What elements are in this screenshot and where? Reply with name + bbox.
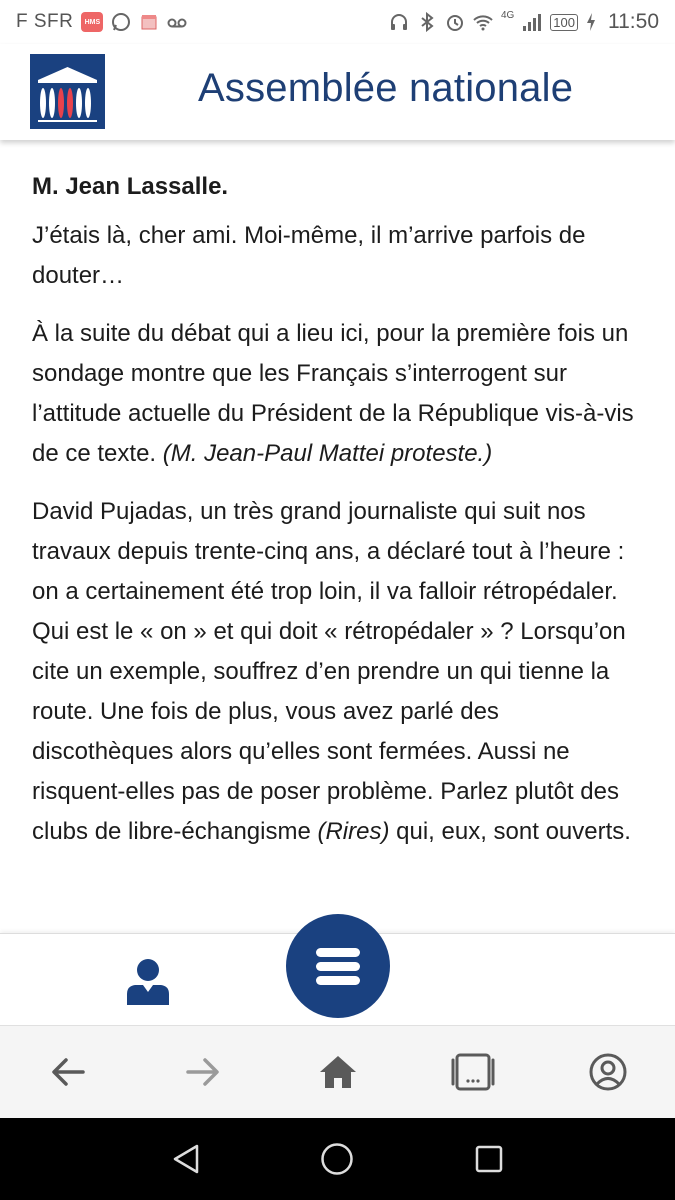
wifi-icon bbox=[473, 12, 493, 32]
whatsapp-icon bbox=[111, 12, 131, 32]
signal-icon bbox=[522, 12, 542, 32]
menu-button[interactable] bbox=[286, 914, 390, 1018]
battery-level: 100 bbox=[550, 14, 578, 31]
site-title[interactable]: Assemblée nationale bbox=[198, 66, 574, 110]
stage-direction: (M. Jean-Paul Mattei proteste.) bbox=[162, 440, 493, 467]
person-icon bbox=[126, 958, 170, 1006]
voicemail-icon bbox=[167, 12, 187, 32]
nav-home-button[interactable] bbox=[307, 1129, 367, 1189]
profile-button[interactable] bbox=[120, 954, 176, 1010]
paragraph-text: qui, eux, sont ouverts. bbox=[396, 818, 631, 845]
account-circle-icon bbox=[589, 1053, 627, 1091]
charging-icon bbox=[586, 12, 596, 32]
status-left bbox=[16, 11, 187, 33]
paragraph: J’étais là, cher ami. Moi-même, il m’arrive parfois de douter… bbox=[32, 222, 586, 289]
square-recents-icon bbox=[474, 1144, 504, 1174]
arrow-right-icon bbox=[186, 1057, 220, 1087]
clock: 11:50 bbox=[608, 10, 659, 33]
home-button[interactable] bbox=[308, 1042, 368, 1102]
android-navigation-bar bbox=[0, 1118, 675, 1200]
article-content bbox=[0, 140, 675, 933]
circle-home-icon bbox=[320, 1142, 354, 1176]
bluetooth-icon bbox=[417, 12, 437, 32]
carrier-label: F SFR bbox=[16, 11, 74, 32]
alarm-icon bbox=[445, 12, 465, 32]
account-button[interactable] bbox=[578, 1042, 638, 1102]
arrow-left-icon bbox=[51, 1057, 85, 1087]
paragraph-text: David Pujadas, un très grand journaliste qui suit nos travaux depuis trente-cinq ans, a déclaré tout à l’heure : on a certainement été trop loin, il va falloir rétropédaler. Qui est le « on » et qui doit « rétropédaler » ? Lorsqu’on cite un exemple, souffrez d’en prendre un qui tienne la route. Une fois de plus, vous avez parlé des discothèques alors qu’elles sont fermées. Aussi ne risquent-elles pas de poser problème. Parlez plutôt des clubs de libre-échangisme bbox=[32, 498, 626, 845]
sms-icon: HMS bbox=[81, 12, 103, 32]
app-header bbox=[0, 44, 675, 140]
back-button[interactable] bbox=[38, 1042, 98, 1102]
triangle-back-icon bbox=[171, 1143, 201, 1175]
home-icon bbox=[319, 1055, 357, 1089]
paragraph bbox=[32, 314, 643, 474]
app-bottom-bar bbox=[0, 933, 675, 1025]
tabs-icon bbox=[450, 1053, 496, 1091]
speaker-name: M. Jean Lassalle. bbox=[32, 173, 229, 200]
paragraph bbox=[32, 492, 643, 852]
network-type: 4G bbox=[500, 9, 515, 21]
status-right bbox=[389, 10, 659, 34]
assemblee-logo[interactable] bbox=[30, 54, 105, 129]
hamburger-icon bbox=[316, 943, 360, 990]
nav-back-button[interactable] bbox=[156, 1129, 216, 1189]
box-icon bbox=[139, 12, 159, 32]
browser-toolbar bbox=[0, 1025, 675, 1118]
headphones-icon bbox=[389, 12, 409, 32]
paragraph-text: À la suite du débat qui a lieu ici, pour la première fois un sondage montre que les Français s’interrogent sur l’attitude actuelle du Président de la République vis-à-vis de ce texte. bbox=[32, 320, 634, 467]
nav-recents-button[interactable] bbox=[459, 1129, 519, 1189]
stage-direction: (Rires) bbox=[317, 818, 390, 845]
tabs-button[interactable] bbox=[443, 1042, 503, 1102]
forward-button[interactable] bbox=[173, 1042, 233, 1102]
status-bar bbox=[0, 0, 675, 44]
